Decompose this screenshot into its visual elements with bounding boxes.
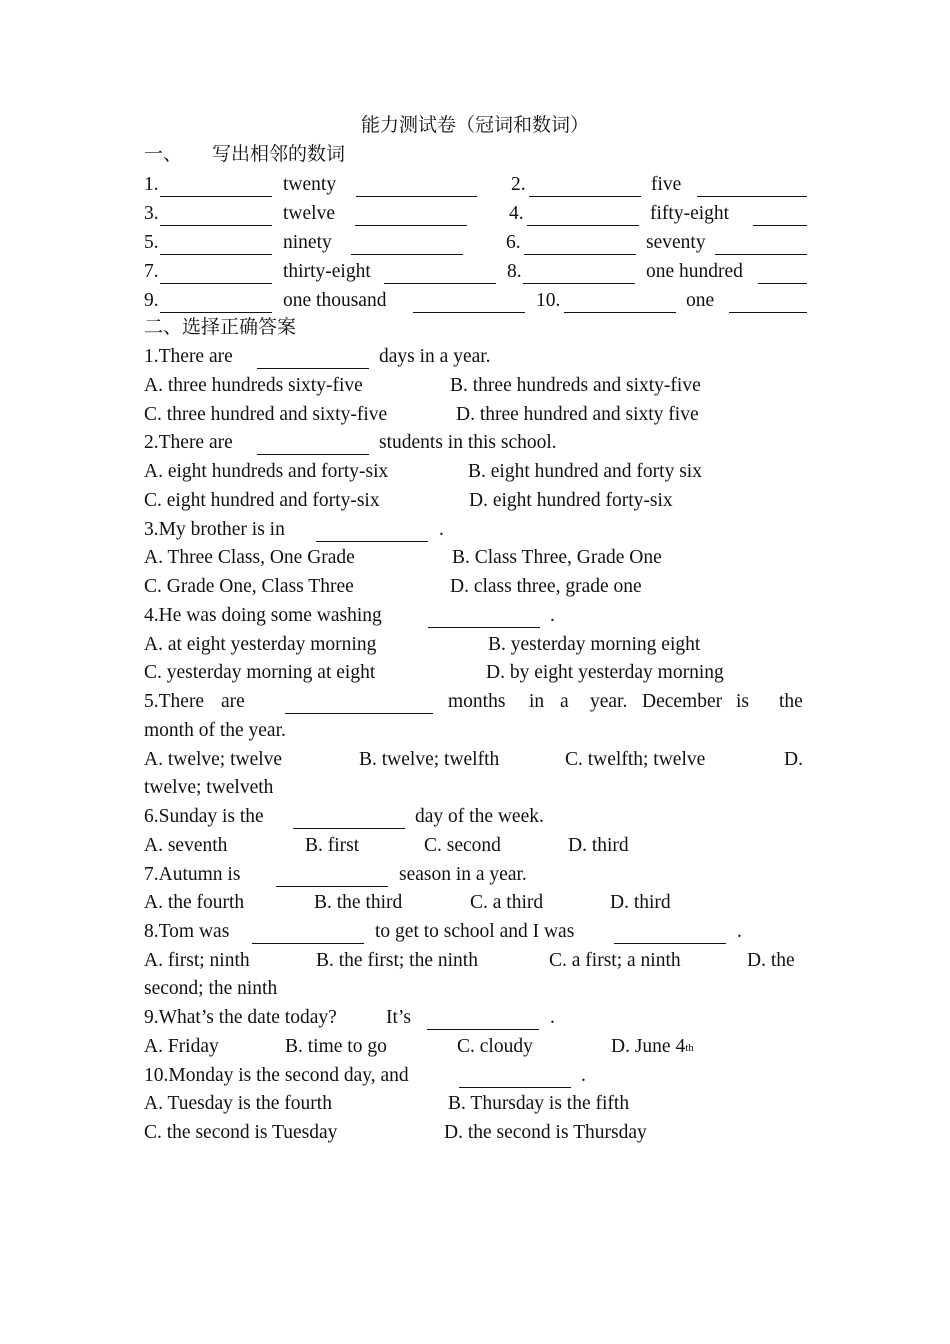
option-a[interactable]: A. the fourth: [144, 892, 245, 913]
answer-blank[interactable]: [715, 254, 807, 255]
option-b[interactable]: B. three hundreds and sixty-five: [450, 375, 701, 396]
question-5: 5.There are months in a year. December is the: [144, 691, 803, 712]
answer-blank[interactable]: [276, 886, 388, 887]
option-b[interactable]: B. the third: [314, 892, 403, 913]
number-row: 5. ninety 6. seventy: [144, 228, 807, 257]
ordinal-suffix: th: [685, 1042, 694, 1054]
option-b[interactable]: B. Thursday is the fifth: [448, 1093, 630, 1114]
section2-heading: 二、选择正确答案: [144, 316, 297, 338]
option-c[interactable]: C. a third: [470, 892, 544, 913]
number-row: 9. one thousand 10. one: [144, 286, 807, 315]
answer-blank[interactable]: [252, 943, 364, 944]
answer-blank[interactable]: [285, 713, 433, 714]
options-row: [144, 946, 807, 975]
question-8: 8.Tom was to get to school and I was .: [144, 921, 742, 942]
option-a[interactable]: A. twelve; twelve: [144, 749, 283, 770]
option-b[interactable]: B. time to go: [285, 1036, 387, 1057]
page-title: 能力测试卷（冠词和数词）: [360, 114, 589, 136]
answer-blank[interactable]: [614, 943, 726, 944]
answer-blank[interactable]: [753, 225, 807, 226]
option-d[interactable]: D.: [784, 749, 803, 770]
section1-heading: [144, 140, 807, 169]
option-c[interactable]: C. Grade One, Class Three: [144, 576, 354, 597]
answer-blank[interactable]: [523, 283, 635, 284]
answer-blank[interactable]: [384, 283, 496, 284]
question-10: 10.Monday is the second day, and .: [144, 1065, 586, 1086]
section1-title: 写出相邻的数词: [212, 143, 346, 165]
option-d[interactable]: D. eight hundred forty-six: [469, 490, 673, 511]
question-1: 1.There are days in a year.: [144, 346, 491, 367]
option-b[interactable]: B. first: [305, 835, 360, 856]
answer-blank[interactable]: [160, 196, 272, 197]
option-c[interactable]: C. second: [424, 835, 501, 856]
option-c[interactable]: C. cloudy: [457, 1036, 533, 1057]
options-row: [144, 457, 807, 486]
number-row: 3. twelve 4. fifty-eight: [144, 199, 807, 228]
option-d[interactable]: D. the: [747, 950, 795, 971]
options-row: [144, 1032, 807, 1061]
option-d[interactable]: D. third: [610, 892, 671, 913]
option-c[interactable]: C. twelfth; twelve: [565, 749, 706, 770]
options-row: [144, 658, 807, 687]
answer-blank[interactable]: [160, 283, 272, 284]
option-d-cont[interactable]: twelve; twelveth: [144, 777, 274, 798]
question-3: 3.My brother is in .: [144, 519, 444, 540]
options-row: [144, 1089, 807, 1118]
option-a[interactable]: A. eight hundreds and forty-six: [144, 461, 389, 482]
options-row: [144, 400, 807, 429]
option-d[interactable]: D. by eight yesterday morning: [486, 662, 724, 683]
answer-blank[interactable]: [316, 541, 428, 542]
option-a[interactable]: A. seventh: [144, 835, 228, 856]
options-row: [144, 974, 807, 1003]
option-d[interactable]: D. the second is Thursday: [444, 1122, 647, 1143]
answer-blank[interactable]: [428, 627, 540, 628]
question-4: 4.He was doing some washing .: [144, 605, 555, 626]
number-row: 1. twenty 2. five: [144, 170, 807, 199]
option-d-cont[interactable]: second; the ninth: [144, 978, 278, 999]
answer-blank[interactable]: [257, 368, 369, 369]
option-c[interactable]: C. yesterday morning at eight: [144, 662, 376, 683]
option-c[interactable]: C. a first; a ninth: [549, 950, 681, 971]
number-row: 7. thirty-eight 8. one hundred: [144, 257, 807, 286]
option-b[interactable]: B. Class Three, Grade One: [452, 547, 662, 568]
options-row: [144, 543, 807, 572]
options-row: [144, 371, 807, 400]
answer-blank[interactable]: [293, 828, 405, 829]
answer-blank[interactable]: [459, 1087, 571, 1088]
question-2: 2.There are students in this school.: [144, 432, 557, 453]
option-c[interactable]: C. three hundred and sixty-five: [144, 404, 388, 425]
answer-blank[interactable]: [356, 196, 477, 197]
option-c[interactable]: C. the second is Tuesday: [144, 1122, 338, 1143]
option-a[interactable]: A. at eight yesterday morning: [144, 634, 377, 655]
option-b[interactable]: B. the first; the ninth: [316, 950, 478, 971]
option-d[interactable]: D. three hundred and sixty five: [456, 404, 699, 425]
options-row: [144, 630, 807, 659]
option-a[interactable]: A. three hundreds sixty-five: [144, 375, 363, 396]
option-b[interactable]: B. twelve; twelfth: [359, 749, 500, 770]
answer-blank[interactable]: [697, 196, 807, 197]
option-b[interactable]: B. eight hundred and forty six: [468, 461, 702, 482]
option-c[interactable]: C. eight hundred and forty-six: [144, 490, 380, 511]
option-d[interactable]: D. June 4th: [611, 1036, 694, 1057]
answer-blank[interactable]: [529, 196, 641, 197]
question-5-cont: month of the year.: [144, 720, 286, 741]
answer-blank[interactable]: [527, 225, 639, 226]
answer-blank[interactable]: [524, 254, 636, 255]
option-d[interactable]: D. third: [568, 835, 629, 856]
question-6: 6.Sunday is the day of the week.: [144, 806, 544, 827]
answer-blank[interactable]: [355, 225, 467, 226]
option-d[interactable]: D. class three, grade one: [450, 576, 642, 597]
question-9: 9.What’s the date today? It’s .: [144, 1007, 555, 1028]
answer-blank[interactable]: [427, 1029, 539, 1030]
options-row: [144, 572, 807, 601]
options-row: [144, 745, 807, 774]
answer-blank[interactable]: [160, 254, 272, 255]
question-7: 7.Autumn is season in a year.: [144, 864, 527, 885]
option-b[interactable]: B. yesterday morning eight: [488, 634, 701, 655]
options-row: [144, 773, 807, 802]
options-row: [144, 486, 807, 515]
options-row: [144, 831, 807, 860]
option-a[interactable]: A. Friday: [144, 1036, 219, 1057]
answer-blank[interactable]: [758, 283, 807, 284]
option-a[interactable]: A. Three Class, One Grade: [144, 547, 355, 568]
option-a[interactable]: A. first; ninth: [144, 950, 250, 971]
options-row: [144, 888, 807, 917]
section1-number: 一、: [144, 143, 183, 165]
answer-blank[interactable]: [257, 454, 369, 455]
answer-blank[interactable]: [351, 254, 463, 255]
options-row: [144, 1118, 807, 1147]
answer-blank[interactable]: [160, 225, 272, 226]
option-a[interactable]: A. Tuesday is the fourth: [144, 1093, 332, 1114]
